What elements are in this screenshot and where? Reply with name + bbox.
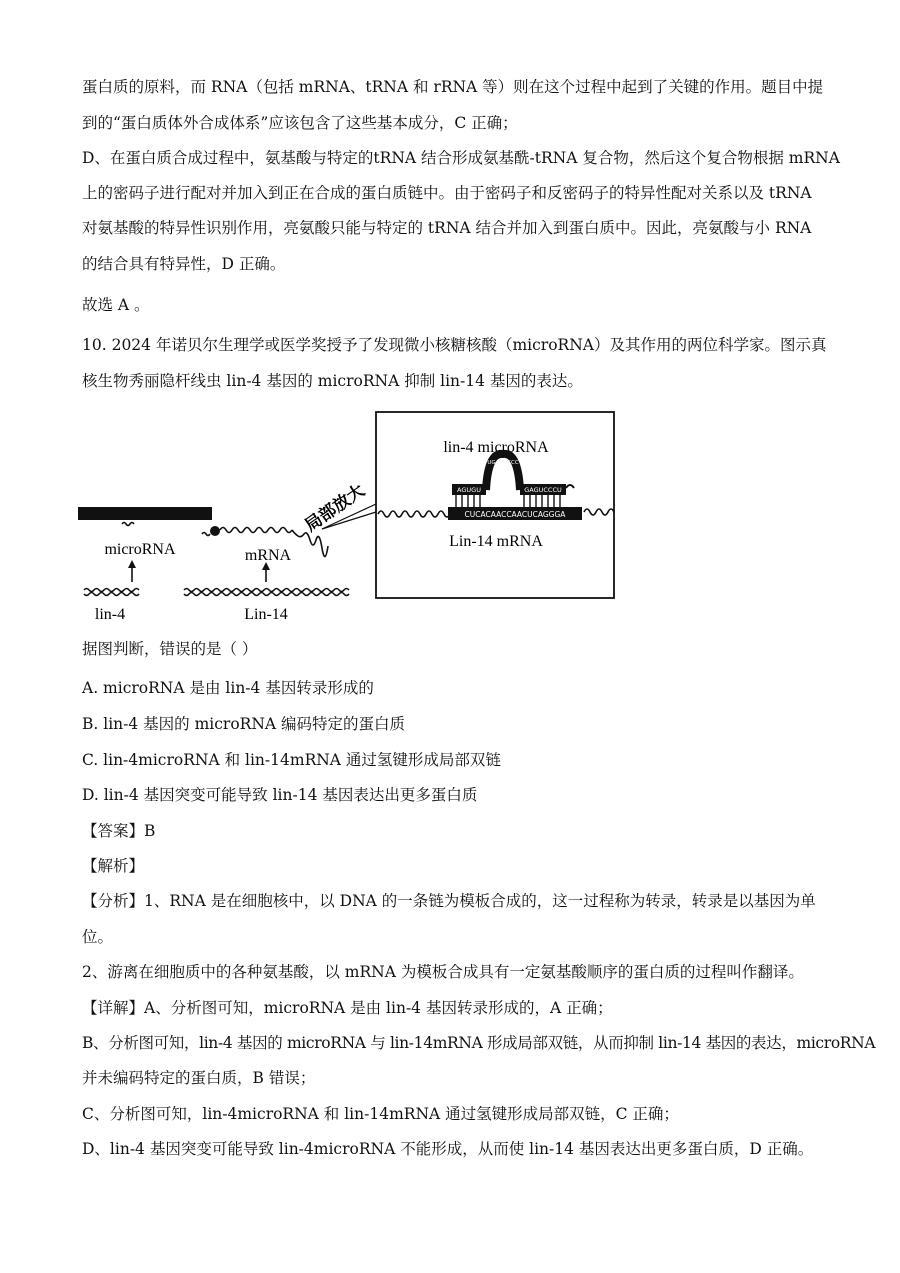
analysis-line: 2、游离在细胞质中的各种氨基酸，以 mRNA 为模板合成具有一定氨基酸顺序的蛋白质的过程叫作翻译。	[82, 963, 804, 981]
analysis-heading: 【解析】	[82, 857, 145, 875]
mrna-strand	[292, 530, 328, 557]
text-line: 到的“蛋白质体外合成体系”应该包含了这些基本成分，C 正确；	[82, 114, 518, 132]
analysis-line: 【分析】1、RNA 是在细胞核中，以 DNA 的一条链为模板合成的，这一过程称为转录，转录是以基因为单	[82, 892, 816, 910]
option-b: B. lin-4 基因的 microRNA 编码特定的蛋白质	[82, 715, 406, 733]
detail-line: 并未编码特定的蛋白质，B 错误；	[82, 1069, 316, 1087]
detail-line: B、分析图可知，lin-4 基因的 microRNA 与 lin-14mRNA 形成局部双链，从而抑制 lin-14 基因的表达，microRNA	[82, 1034, 876, 1052]
lin4-gene-strand	[84, 589, 139, 592]
seq-loop: UGACUCCC	[487, 460, 519, 466]
text-line: 蛋白质的原料，而 RNA（包括 mRNA、tRNA 和 rRNA 等）则在这个过程中起到了关键的作用。题目中提	[82, 78, 824, 96]
option-c: C. lin-4microRNA 和 lin-14mRNA 通过氢键形成局部双链	[82, 751, 501, 769]
ribosome-dot	[210, 526, 220, 536]
label-zoom: 局部放大	[301, 480, 369, 537]
seq-left: AGUGU	[457, 486, 481, 494]
detail-line: D、lin-4 基因突变可能导致 lin-4microRNA 不能形成，从而使 lin-14 基因表达出更多蛋白质，D 正确。	[82, 1140, 814, 1158]
label-microrna: microRNA	[104, 541, 176, 558]
text-line: D、在蛋白质合成过程中，氨基酸与特定的tRNA 结合形成氨基酰-tRNA 复合物，然后这个复合物根据 mRNA	[82, 149, 840, 167]
label-mrna: mRNA	[244, 547, 292, 564]
arrow-head	[128, 560, 136, 568]
label-lin14: Lin-14	[244, 606, 288, 623]
seq-bottom: CUCACAACCAACUCAGGGA	[464, 510, 566, 519]
text-line: 上的密码子进行配对并加入到正在合成的蛋白质链中。由于密码子和反密码子的特异性配对关系以及 tRNA	[82, 184, 812, 202]
lin14-gene-strand	[184, 593, 349, 596]
detail-line: C、分析图可知，lin-4microRNA 和 lin-14mRNA 通过氢键形成局部双链，C 正确；	[82, 1105, 679, 1123]
analysis-line: 位。	[82, 928, 114, 946]
microrna-figure	[78, 404, 618, 636]
label-box-bottom: Lin-14 mRNA	[449, 533, 543, 550]
question-prompt: 据图判断，错误的是（ ）	[82, 640, 258, 658]
text-line: 对氨基酸的特异性识别作用，亮氨酸只能与特定的 tRNA 结合并加入到蛋白质中。因此，亮氨酸与小 RNA	[82, 219, 812, 237]
lin4-gene-strand	[84, 593, 139, 596]
answer-line: 【答案】B	[82, 822, 156, 840]
mrna-sequence-bar	[78, 507, 212, 520]
text-line: 的结合具有特异性，D 正确。	[82, 255, 286, 273]
option-a: A. microRNA 是由 lin-4 基因转录形成的	[82, 679, 374, 697]
label-lin4: lin-4	[94, 606, 126, 623]
choice-line: 故选 A 。	[82, 296, 150, 314]
detail-line: 【详解】A、分析图可知，microRNA 是由 lin-4 基因转录形成的，A 正确；	[82, 999, 613, 1017]
label-box-top: lin-4 microRNA	[443, 439, 549, 456]
lin14-gene-strand	[184, 589, 349, 592]
option-d: D. lin-4 基因突变可能导致 lin-14 基因表达出更多蛋白质	[82, 786, 478, 804]
question-stem: 核生物秀丽隐杆线虫 lin-4 基因的 microRNA 抑制 lin-14 基因的表达。	[82, 372, 583, 390]
question-stem: 10. 2024 年诺贝尔生理学或医学奖授予了发现微小核糖核酸（microRNA）及其作用的两位科学家。图示真	[82, 336, 827, 354]
microrna-squiggle	[122, 523, 134, 526]
seq-right: GAGUCCCU	[524, 486, 562, 494]
